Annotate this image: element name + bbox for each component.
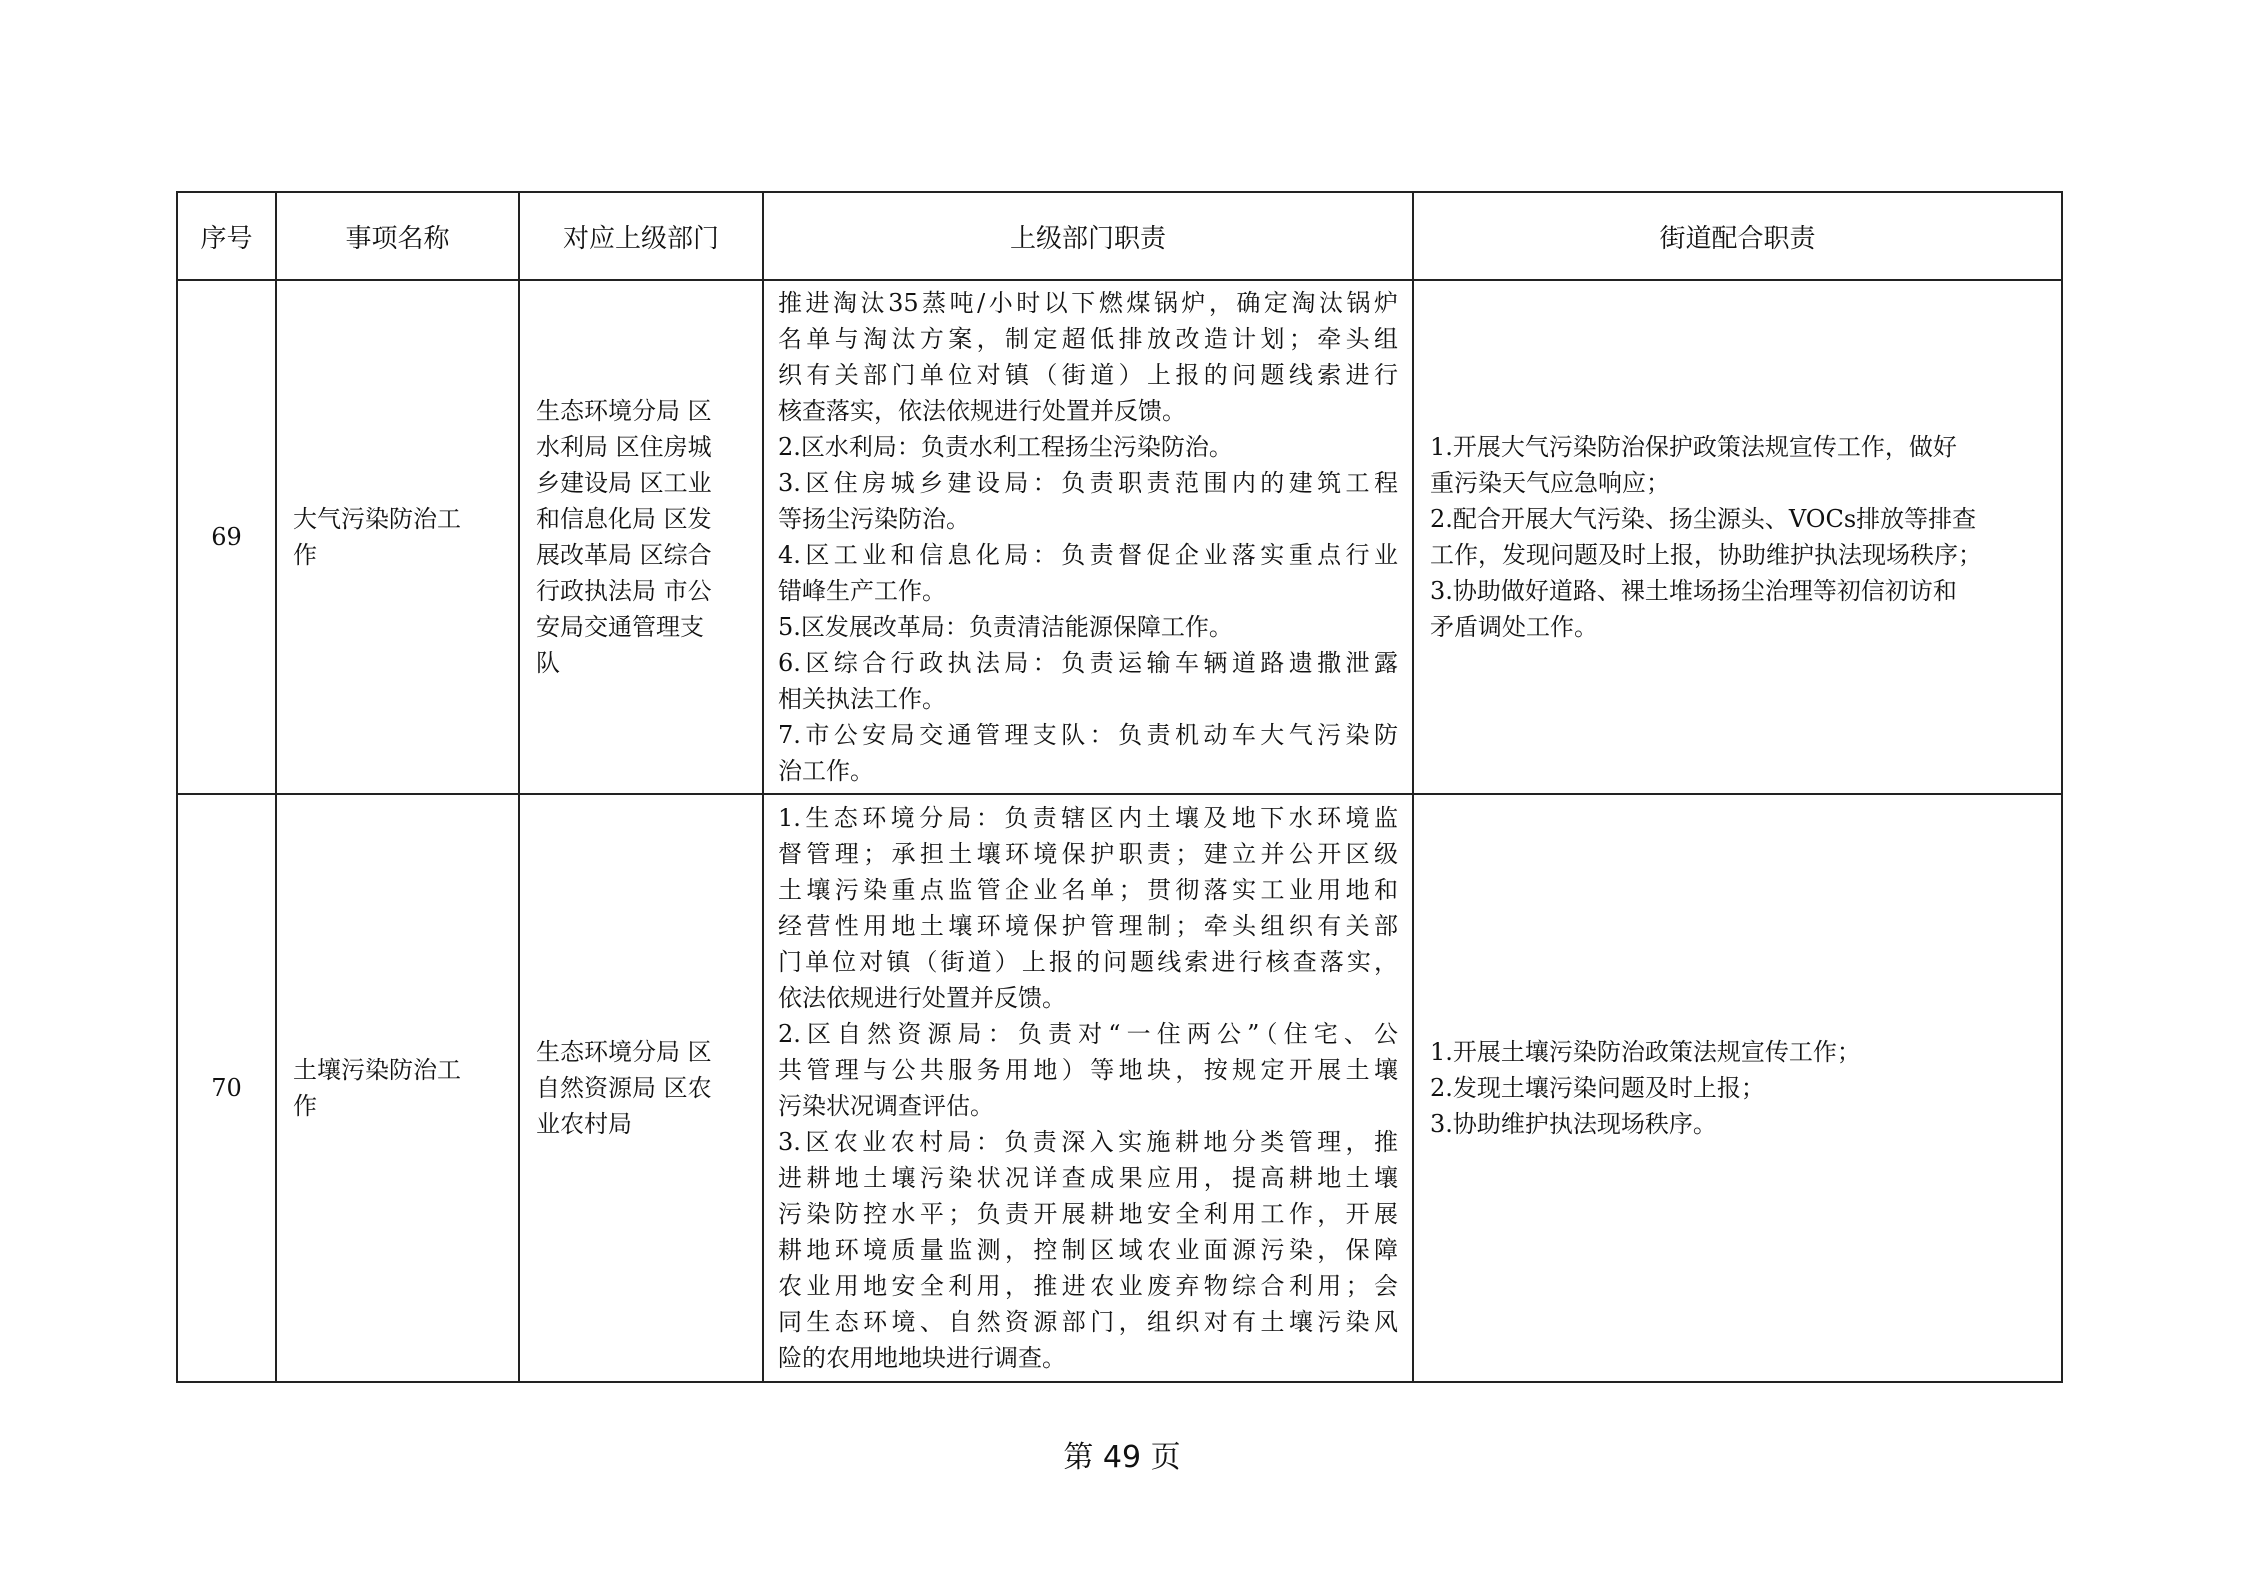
coop-line: 重污染天气应急响应；: [1430, 469, 1670, 497]
coop-line: 矛盾调处工作。: [1430, 613, 1598, 641]
header-superior-dept: 对应上级部门: [519, 192, 763, 280]
duty-line: 同生态环境、自然资源部门，组织对有土壤污染风: [778, 1308, 1398, 1336]
dept-line: 乡建设局 区工业: [536, 469, 712, 497]
coop-line: 1.开展大气污染防治保护政策法规宣传工作，做好: [1430, 433, 1957, 461]
dept-line: 行政执法局 市公: [536, 577, 712, 605]
coop-line: 2.发现土壤污染问题及时上报；: [1430, 1074, 1765, 1102]
duty-line: 3.区住房城乡建设局：负责职责范围内的建筑工程: [778, 469, 1398, 497]
duty-line: 6.区综合行政执法局：负责运输车辆道路遗撒泄露: [778, 649, 1398, 677]
header-index: 序号: [177, 192, 276, 280]
duty-line: 污染状况调查评估。: [778, 1092, 994, 1120]
header-row: [177, 192, 2062, 280]
dept-line: 安局交通管理支: [536, 613, 704, 641]
duty-line: 5.区发展改革局：负责清洁能源保障工作。: [778, 613, 1233, 641]
duty-line: 织有关部门单位对镇（街道）上报的问题线索进行: [778, 361, 1398, 389]
row-index: 69: [177, 280, 276, 794]
row-index: 70: [177, 794, 276, 1382]
coop-line: 工作，发现问题及时上报，协助维护执法现场秩序；: [1430, 541, 1982, 569]
header-street-duty: 街道配合职责: [1413, 192, 2062, 280]
item-name-line: 作: [293, 541, 317, 569]
duty-line: 4.区工业和信息化局：负责督促企业落实重点行业: [778, 541, 1398, 569]
superior-dept-cell: [519, 280, 763, 794]
street-duty-cell: [1413, 794, 2062, 1382]
dept-line: 水利局 区住房城: [536, 433, 712, 461]
superior-dept-cell: [519, 794, 763, 1382]
duty-line: 进耕地土壤污染状况详查成果应用，提高耕地土壤: [778, 1164, 1398, 1192]
coop-line: 1.开展土壤污染防治政策法规宣传工作；: [1430, 1038, 1861, 1066]
duty-line: 1.生态环境分局：负责辖区内土壤及地下水环境监: [778, 804, 1398, 832]
duty-line: 推进淘汰35蒸吨/小时以下燃煤锅炉，确定淘汰锅炉: [778, 289, 1398, 317]
page-number: 第 49 页: [1063, 1440, 1181, 1475]
item-name-cell: [276, 280, 519, 794]
duty-line: 等扬尘污染防治。: [778, 505, 970, 533]
superior-duty-cell: [763, 794, 1413, 1382]
coop-line: 3.协助维护执法现场秩序。: [1430, 1110, 1717, 1138]
coop-line: 3.协助做好道路、裸土堆场扬尘治理等初信初访和: [1430, 577, 1957, 605]
duty-line: 7.市公安局交通管理支队：负责机动车大气污染防: [778, 721, 1398, 749]
duty-line: 3.区农业农村局：负责深入实施耕地分类管理，推: [778, 1128, 1398, 1156]
duty-line: 经营性用地土壤环境保护管理制；牵头组织有关部: [778, 912, 1398, 940]
dept-line: 生态环境分局 区: [536, 1038, 712, 1066]
duty-line: 污染防控水平；负责开展耕地安全利用工作，开展: [778, 1200, 1398, 1228]
duty-line: 土壤污染重点监管企业名单；贯彻落实工业用地和: [778, 876, 1398, 904]
responsibility-table: [176, 191, 2063, 1383]
duty-line: 相关执法工作。: [778, 685, 946, 713]
duty-line: 错峰生产工作。: [778, 577, 946, 605]
duty-line: 农业用地安全利用，推进农业废弃物综合利用；会: [778, 1272, 1398, 1300]
duty-line: 名单与淘汰方案，制定超低排放改造计划；牵头组: [778, 325, 1398, 353]
duty-line: 治工作。: [778, 757, 874, 785]
street-duty-cell: [1413, 280, 2062, 794]
item-name-cell: [276, 794, 519, 1382]
table-row: [177, 794, 2062, 1382]
dept-line: 生态环境分局 区: [536, 397, 712, 425]
header-superior-duty: 上级部门职责: [763, 192, 1413, 280]
dept-line: 队: [536, 649, 560, 677]
duty-line: 督管理；承担土壤环境保护职责；建立并公开区级: [778, 840, 1398, 868]
duty-line: 2.区水利局：负责水利工程扬尘污染防治。: [778, 433, 1233, 461]
item-name-line: 作: [293, 1092, 317, 1120]
coop-line: 2.配合开展大气污染、扬尘源头、VOCs排放等排查: [1430, 505, 1977, 533]
dept-line: 和信息化局 区发: [536, 505, 712, 533]
duty-line: 门单位对镇（街道）上报的问题线索进行核查落实，: [778, 948, 1398, 976]
dept-line: 业农村局: [536, 1110, 632, 1138]
duty-line: 依法依规进行处置并反馈。: [778, 984, 1066, 1012]
item-name-line: 土壤污染防治工: [293, 1056, 461, 1084]
superior-duty-cell: [763, 280, 1413, 794]
dept-line: 展改革局 区综合: [536, 541, 712, 569]
table-row: [177, 280, 2062, 794]
duty-line: 耕地环境质量监测，控制区域农业面源污染，保障: [778, 1236, 1398, 1264]
header-item-name: 事项名称: [276, 192, 519, 280]
duty-line: 核查落实，依法依规进行处置并反馈。: [778, 397, 1186, 425]
duty-line: 2.区自然资源局：负责对“一住两公”（住宅、公: [778, 1020, 1398, 1048]
duty-line: 险的农用地地块进行调查。: [778, 1344, 1066, 1372]
dept-line: 自然资源局 区农: [536, 1074, 712, 1102]
duty-line: 共管理与公共服务用地）等地块，按规定开展土壤: [778, 1056, 1398, 1084]
item-name-line: 大气污染防治工: [293, 505, 461, 533]
